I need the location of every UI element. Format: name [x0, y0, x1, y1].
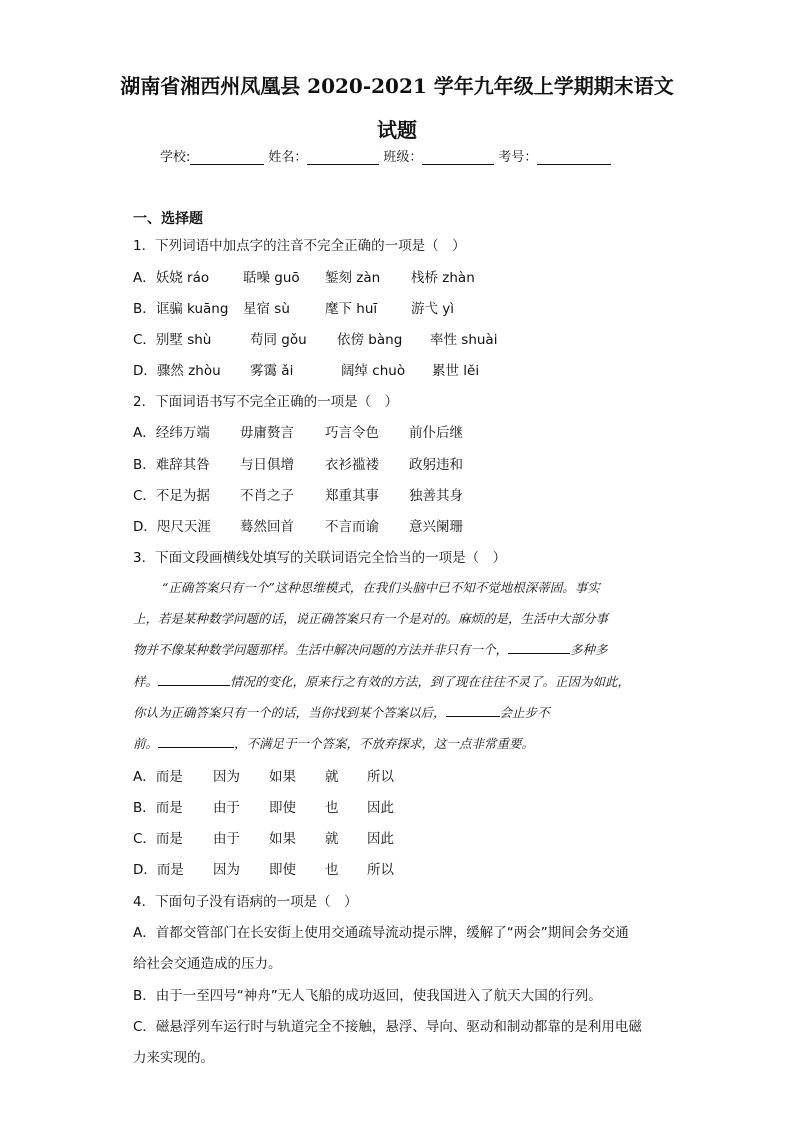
q4-option-c-line2: 力来实现的。: [133, 1050, 214, 1066]
q1-option-c[interactable]: C．别墅 shù 苟同 gǒu 依傍 bàng 率性 shuài: [133, 332, 498, 348]
school-blank[interactable]: [190, 150, 264, 165]
q4-option-a-line1[interactable]: A．首都交管部门在长安街上使用交通疏导流动提示牌，缓解了“两会”期间会务交通: [133, 925, 629, 941]
number-blank[interactable]: [537, 150, 611, 165]
q4-option-c-line1[interactable]: C．磁悬浮列车运行时与轨道完全不接触，悬浮、导向、驱动和制动都靠的是利用电磁: [133, 1019, 642, 1035]
q1-option-b[interactable]: B．诓骗 kuāng 星宿 sù 麾下 huī 游弋 yì: [133, 301, 455, 317]
section-heading: 一、选择题: [133, 211, 203, 227]
q3-passage-line6: 前。 ，不满足于一个答案，不放弃探求，这一点非常重要。: [133, 736, 535, 751]
student-info-row: [160, 146, 615, 165]
q3-passage-line2: 上，若是某种数学问题的话，说正确答案只有一个是对的。麻烦的是，生活中大部分事: [133, 611, 609, 626]
q3-option-d[interactable]: D．而是 因为 即使 也 所以: [133, 862, 394, 878]
q3-option-a[interactable]: A．而是 因为 如果 就 所以: [133, 769, 394, 785]
q3-passage-line3: 物并不像某种数学问题那样。生活中解决问题的方法并非只有一个， 多种多: [133, 642, 608, 657]
q3-passage-line1: “正确答案只有一个”这种思维模式，在我们头脑中已不知不觉地根深蒂固。事实: [162, 580, 600, 595]
q2-option-a[interactable]: A．经纬万端 毋庸赘言 巧言令色 前仆后继: [133, 425, 463, 441]
q3-blank-1[interactable]: [508, 641, 570, 654]
page-title-line2: 试题: [377, 118, 417, 142]
q3-passage-line5: 你认为正确答案只有一个的话，当你找到某个答案以后， 会止步不: [133, 705, 550, 720]
class-blank[interactable]: [422, 150, 494, 165]
q4-stem: 4．下面句子没有语病的一项是（ ）: [133, 894, 358, 910]
name-label: 姓名：: [268, 150, 308, 165]
q3-option-b[interactable]: B．而是 由于 即使 也 因此: [133, 800, 394, 816]
name-blank[interactable]: [307, 150, 379, 165]
q4-option-a-line2: 给社会交通造成的压力。: [133, 956, 282, 972]
class-label: 班级：: [383, 150, 423, 165]
q2-stem: 2．下面词语书写不完全正确的一项是（ ）: [133, 394, 399, 410]
school-label: 学校:: [160, 150, 191, 165]
q3-blank-4[interactable]: [158, 735, 234, 748]
page-title-line1: 湖南省湘西州凤凰县 2020-2021 学年九年级上学期期末语文: [120, 74, 674, 98]
q3-blank-2[interactable]: [158, 673, 230, 686]
q2-option-b[interactable]: B．难辞其咎 与日俱增 衣衫褴褛 政躬违和: [133, 457, 463, 473]
q1-stem: 1．下列词语中加点字的注音不完全正确的一项是（ ）: [133, 238, 466, 254]
q3-passage-line4: 样。 情况的变化，原来行之有效的方法，到了现在往往不灵了。正因为如此，: [133, 674, 631, 689]
q4-option-b[interactable]: B．由于一至四号“神舟”无人飞船的成功返回，使我国进入了航天大国的行列。: [133, 988, 602, 1004]
q2-option-d[interactable]: D．咫尺天涯 蓦然回首 不言而谕 意兴阑珊: [133, 519, 463, 535]
q3-option-c[interactable]: C．而是 由于 如果 就 因此: [133, 831, 394, 847]
q3-stem: 3．下面文段画横线处填写的关联词语完全恰当的一项是（ ）: [133, 550, 507, 566]
q1-option-a[interactable]: A．妖娆 ráo 聒噪 guō 錾刻 zàn 栈桥 zhàn: [133, 270, 475, 286]
q3-blank-3[interactable]: [446, 704, 500, 717]
q1-option-d[interactable]: D．骤然 zhòu 雾霭 ǎi 阔绰 chuò 累世 lěi: [133, 363, 480, 379]
q2-option-c[interactable]: C．不足为据 不肖之子 郑重其事 独善其身: [133, 488, 463, 504]
number-label: 考号：: [498, 150, 538, 165]
